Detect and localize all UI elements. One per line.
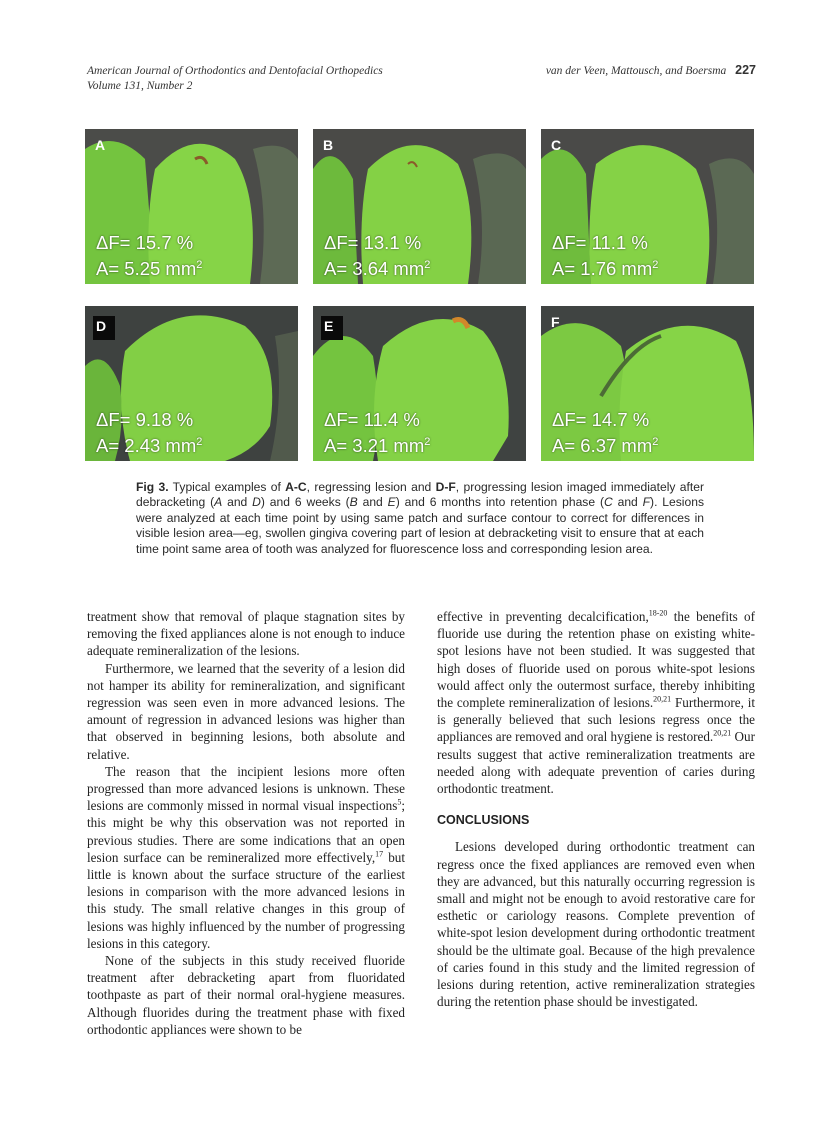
page-header-right bbox=[546, 63, 756, 77]
journal-volume: Volume 131, Number 2 bbox=[87, 80, 193, 92]
figure-panel-b bbox=[313, 129, 526, 284]
lesion-area-value: A= 1.76 mm bbox=[552, 258, 653, 280]
unit-superscript: 2 bbox=[196, 259, 203, 271]
paragraph: The reason that the incipient lesions more often progressed than more advanced lesions is unknown. These lesions are commonly missed in normal visual inspections$^5$; this might be why this observation was not reported in previous studies. There are some indications that an open lesion surface can be remineralized more effectively,$^{17}$ but little is known about the surface structure of the earliest lesions in comparison with the more advanced lesions in this study. The small relative changes in this group of lesions was highly influenced by the number of progressing lesions in this category. bbox=[87, 763, 405, 951]
unit-superscript: 2 bbox=[652, 436, 659, 448]
body-column-left bbox=[87, 608, 405, 1038]
citation: 5 bbox=[397, 797, 402, 807]
paragraph: effective in preventing decalcification,$^{18-20}$ the benefits of fluoride use during the retention phase on existing white-spot lesions have not been studied. It was suggested that high doses of fluoride used on porous white-spot lesions would affect only the outermost surface, thereby inhibiting the complete remineralization of lesions.$^{20,21}$ Furthermore, it is generally believed that such lesions regress once the appliances are removed and oral hygiene is restored.$^{20,21}$ Our results suggest that active remineralization treatments are needed along with adequate prevention of caries during orthodontic treatment. bbox=[437, 608, 756, 797]
delta-f-value: ΔF= 9.18 % bbox=[96, 409, 194, 430]
paragraph: Lesions developed during orthodontic treatment can regress once the fixed appliances are removed even when they are advanced, but this naturally occurring regression is small and might not be enough to avoid restorative care for esthetic or cariology reasons. Complete prevention of white-spot lesion development during orthodontic treatment should be the ultimate goal. Because of the high prevalence of caries found in this study and the limited regression of lesions during retention, active remineralization strategies during the retention phase should be investigated. bbox=[437, 839, 755, 1010]
figure-panel-e bbox=[313, 306, 526, 461]
page-number: 227 bbox=[735, 63, 756, 77]
paragraph: Furthermore, we learned that the severity of a lesion did not hamper its ability for remineralization, and significant regression was seen even in more advanced lesions. The amount of regression in advanced lesions was higher than that observed in beginning lesions, both absolute and relative. bbox=[87, 660, 405, 762]
figure-panel-d bbox=[85, 306, 298, 461]
journal-title: American Journal of Orthodontics and Dentofacial Orthopedics bbox=[87, 65, 383, 77]
panel-label: D bbox=[96, 318, 107, 334]
delta-f-value: ΔF= 14.7 % bbox=[552, 409, 650, 430]
panel-label: A bbox=[95, 137, 106, 153]
authors: van der Veen, Mattousch, and Boersma bbox=[545, 65, 727, 77]
figure-panel-f bbox=[541, 306, 754, 461]
figure-panel-a bbox=[85, 129, 298, 284]
figure-label: Fig 3. bbox=[136, 480, 169, 494]
panel-measurements bbox=[96, 232, 202, 280]
lesion-area-value: A= 6.37 mm bbox=[552, 435, 653, 457]
section-heading: CONCLUSIONS bbox=[437, 813, 530, 828]
body-column-right bbox=[437, 608, 755, 1010]
lesion-area-value: A= 5.25 mm bbox=[96, 258, 197, 280]
panel-measurements bbox=[552, 409, 658, 457]
figure-panel-c bbox=[541, 129, 754, 284]
lesion-area-value: A= 2.43 mm bbox=[96, 435, 197, 457]
panel-measurements bbox=[552, 232, 658, 280]
figure-caption: Fig 3. Typical examples of A-C, regressing lesion and D-F, progressing lesion imaged immediately after debracketing (A and D) and 6 weeks (B and E) and 6 months into retention phase (C and F). Lesions were analyzed at each time point by using same patch and surface contour to correct for differences in visible lesion area—eg, swollen gingiva covering part of lesion at debracketing visit to ensure that at each time point same area of tooth was analyzed for fluorescence loss and corresponding lesion area. bbox=[136, 480, 704, 556]
citation: 17 bbox=[375, 849, 384, 859]
panel-label: F bbox=[551, 314, 560, 330]
delta-f-value: ΔF= 11.4 % bbox=[324, 409, 420, 430]
panel-measurements bbox=[324, 409, 430, 457]
unit-superscript: 2 bbox=[196, 436, 203, 448]
unit-superscript: 2 bbox=[424, 259, 431, 271]
paragraph: None of the subjects in this study received fluoride treatment after debracketing apart from fluoridated toothpaste as part of their normal oral-hygiene measures. Although fluorides during the treatment phase with fixed orthodontic appliances were shown to be bbox=[87, 953, 405, 1037]
panel-label: B bbox=[323, 137, 334, 153]
delta-f-value: ΔF= 13.1 % bbox=[324, 232, 422, 253]
lesion-area-value: A= 3.64 mm bbox=[324, 258, 425, 280]
delta-f-value: ΔF= 11.1 % bbox=[552, 232, 648, 253]
citation: 18-20 bbox=[648, 608, 668, 618]
panel-label: E bbox=[324, 318, 334, 334]
panel-measurements bbox=[96, 409, 202, 457]
panel-label: C bbox=[551, 137, 562, 153]
paragraph: treatment show that removal of plaque stagnation sites by removing the fixed appliances alone is not enough to induce adequate remineralization of the lesions. bbox=[87, 609, 405, 659]
unit-superscript: 2 bbox=[424, 436, 431, 448]
citation: 20,21 bbox=[713, 729, 732, 739]
panel-measurements bbox=[324, 232, 430, 280]
delta-f-value: ΔF= 15.7 % bbox=[96, 232, 194, 253]
unit-superscript: 2 bbox=[652, 259, 659, 271]
lesion-area-value: A= 3.21 mm bbox=[324, 435, 425, 457]
journal-header bbox=[87, 64, 383, 94]
citation: 20,21 bbox=[653, 694, 672, 704]
